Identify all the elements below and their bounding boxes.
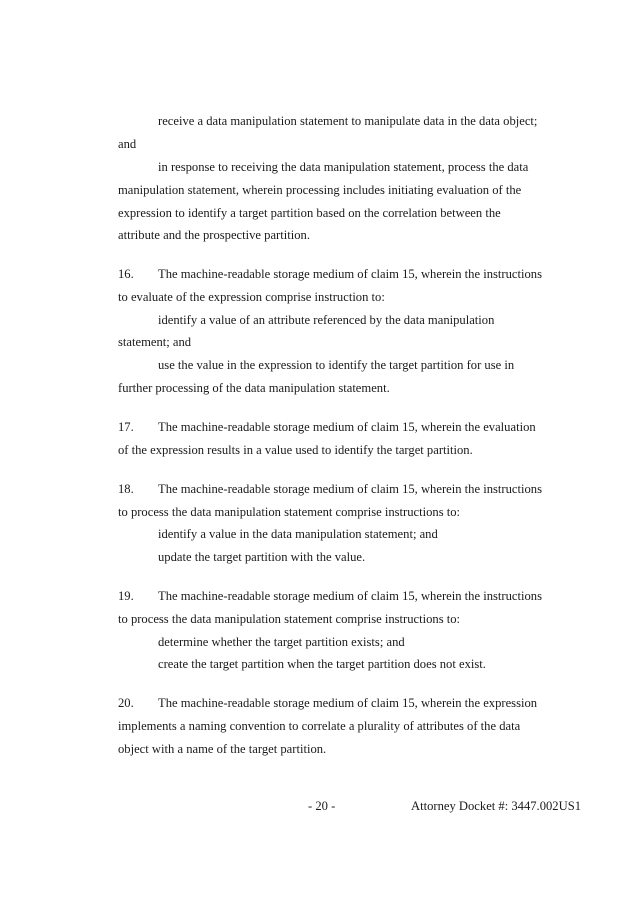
attorney-docket: Attorney Docket #: 3447.002US1 xyxy=(411,799,581,813)
claim-text: The machine-readable storage medium of claim 15, wherein the evaluation xyxy=(158,420,536,434)
claim-line: to process the data manipulation statement comprise instructions to: xyxy=(118,612,461,626)
claim-line: to process the data manipulation statement comprise instructions to: xyxy=(118,505,461,519)
claim-line: of the expression results in a value used to identify the target partition. xyxy=(118,443,473,457)
claim-line: statement; and xyxy=(118,335,192,349)
claim-line: to evaluate of the expression comprise instruction to: xyxy=(118,290,385,304)
claim-text: The machine-readable storage medium of claim 15, wherein the instructions xyxy=(158,482,542,496)
claim-line: identify a value of an attribute referenced by the data manipulation xyxy=(158,313,495,327)
page-number: - 20 - xyxy=(308,799,336,813)
claim-line: update the target partition with the value. xyxy=(158,550,366,564)
claim-text: The machine-readable storage medium of claim 15, wherein the instructions xyxy=(158,589,542,603)
claim-text: The machine-readable storage medium of claim 15, wherein the instructions xyxy=(158,267,542,281)
claim-line: further processing of the data manipulation statement. xyxy=(118,381,390,395)
claim-text: The machine-readable storage medium of claim 15, wherein the expression xyxy=(158,696,538,710)
claim-line: object with a name of the target partition. xyxy=(118,742,327,756)
claim-number: 16. xyxy=(118,267,134,281)
claim-15-line: expression to identify a target partition based on the correlation between the xyxy=(118,206,501,220)
claim-line: use the value in the expression to identify the target partition for use in xyxy=(158,358,515,372)
claim-15-line: receive a data manipulation statement to manipulate data in the data object; xyxy=(158,114,538,128)
claim-15-line: and xyxy=(118,137,137,151)
claim-15-line: attribute and the prospective partition. xyxy=(118,228,310,242)
claim-number: 18. xyxy=(118,482,134,496)
claim-15-line: manipulation statement, wherein processing includes initiating evaluation of the xyxy=(118,183,522,197)
claim-number: 17. xyxy=(118,420,134,434)
claim-line: identify a value in the data manipulation statement; and xyxy=(158,527,438,541)
claim-15-line: in response to receiving the data manipulation statement, process the data xyxy=(158,160,529,174)
claim-number: 19. xyxy=(118,589,134,603)
claim-line: determine whether the target partition exists; and xyxy=(158,635,405,649)
claim-number: 20. xyxy=(118,696,134,710)
claim-line: create the target partition when the target partition does not exist. xyxy=(158,657,486,671)
claim-line: implements a naming convention to correlate a plurality of attributes of the data xyxy=(118,719,521,733)
